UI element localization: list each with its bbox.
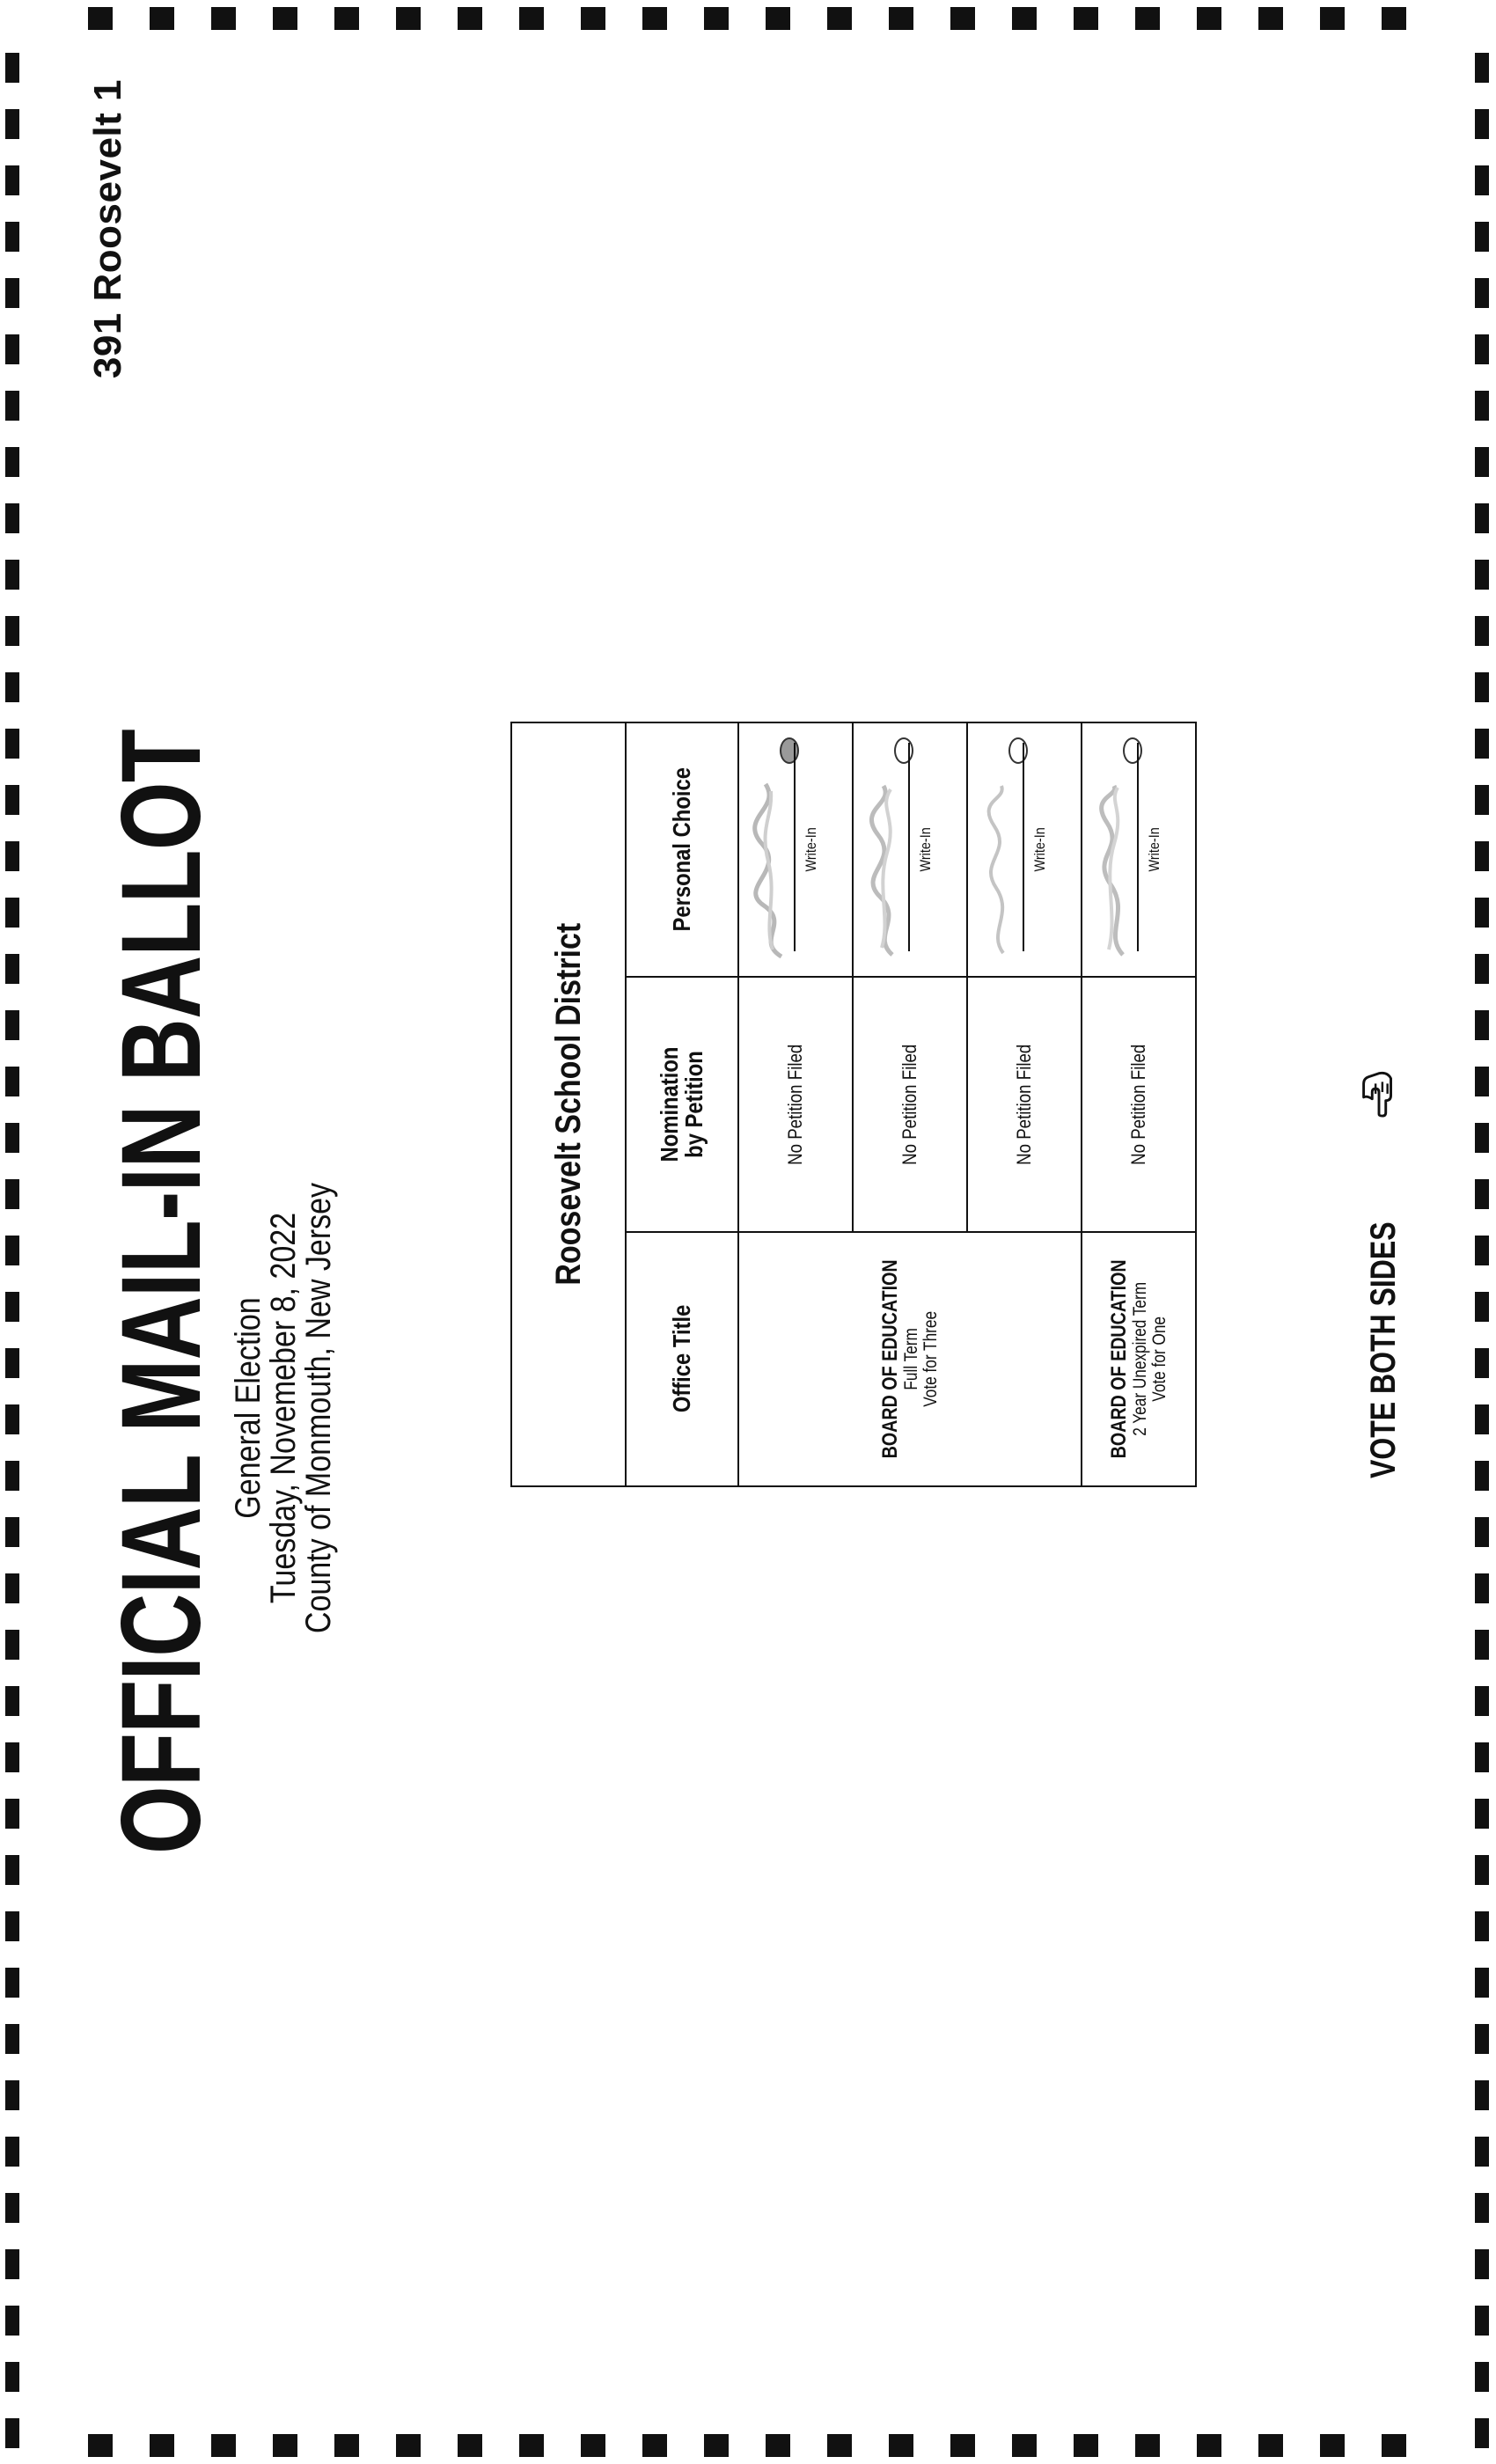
vote-oval[interactable] <box>1008 737 1028 764</box>
ballot-table <box>510 722 1197 1487</box>
write-in-label: Write-In <box>803 827 819 872</box>
border-left <box>0 0 26 2464</box>
write-in-label: Write-In <box>1146 827 1162 872</box>
write-in-line[interactable] <box>1023 743 1024 951</box>
column-office-title: Office Title <box>626 1232 738 1486</box>
write-in-cell[interactable] <box>853 722 967 977</box>
write-in-cell[interactable] <box>1082 722 1196 977</box>
vote-oval[interactable] <box>1123 737 1142 764</box>
election-date: Tuesday, Novemeber 8, 2022 <box>264 1212 303 1604</box>
handwriting-scribble <box>861 782 908 958</box>
write-in-line[interactable] <box>1137 743 1139 951</box>
handwriting-scribble <box>1089 782 1137 958</box>
write-in-cell[interactable] <box>738 722 853 977</box>
handwriting-scribble <box>975 782 1023 958</box>
column-personal-choice: Personal Choice <box>626 722 738 977</box>
district-name: Roosevelt School District <box>548 923 588 1286</box>
write-in-label: Write-In <box>917 827 934 872</box>
handwriting-scribble <box>746 782 794 958</box>
nomination-cell: No Petition Filed <box>1082 977 1196 1232</box>
border-right <box>1470 0 1496 2464</box>
nomination-cell: No Petition Filed <box>738 977 853 1232</box>
precinct-label: 391 Roosevelt 1 <box>86 79 129 379</box>
write-in-label: Write-In <box>1031 827 1048 872</box>
ballot-content <box>53 44 1443 2420</box>
office-full-term: BOARD OF EDUCATION Full Term Vote for Three <box>738 1232 1082 1486</box>
pointing-hand-icon <box>1353 1067 1404 1118</box>
nomination-cell: No Petition Filed <box>967 977 1082 1232</box>
write-in-line[interactable] <box>908 743 910 951</box>
ballot-title: OFFICIAL MAIL-IN BALLOT <box>99 730 224 1854</box>
table-row <box>1082 722 1196 1486</box>
write-in-line[interactable] <box>794 743 796 951</box>
table-row <box>738 722 853 1486</box>
nomination-cell: No Petition Filed <box>853 977 967 1232</box>
vote-both-sides-notice: VOTE BOTH SIDES <box>1364 1221 1403 1478</box>
column-nomination: Nomination by Petition <box>626 977 738 1232</box>
office-unexpired-term: BOARD OF EDUCATION 2 Year Unexpired Term Vote for One <box>1082 1232 1196 1486</box>
border-top <box>0 0 1496 30</box>
election-county: County of Monmouth, New Jersey <box>299 1182 338 1634</box>
vote-oval[interactable] <box>780 737 799 764</box>
ballot-header <box>99 730 338 1854</box>
write-in-cell[interactable] <box>967 722 1082 977</box>
vote-oval[interactable] <box>894 737 913 764</box>
election-name: General Election <box>229 1297 268 1519</box>
district-header <box>511 722 626 1486</box>
border-bottom <box>0 2434 1496 2464</box>
